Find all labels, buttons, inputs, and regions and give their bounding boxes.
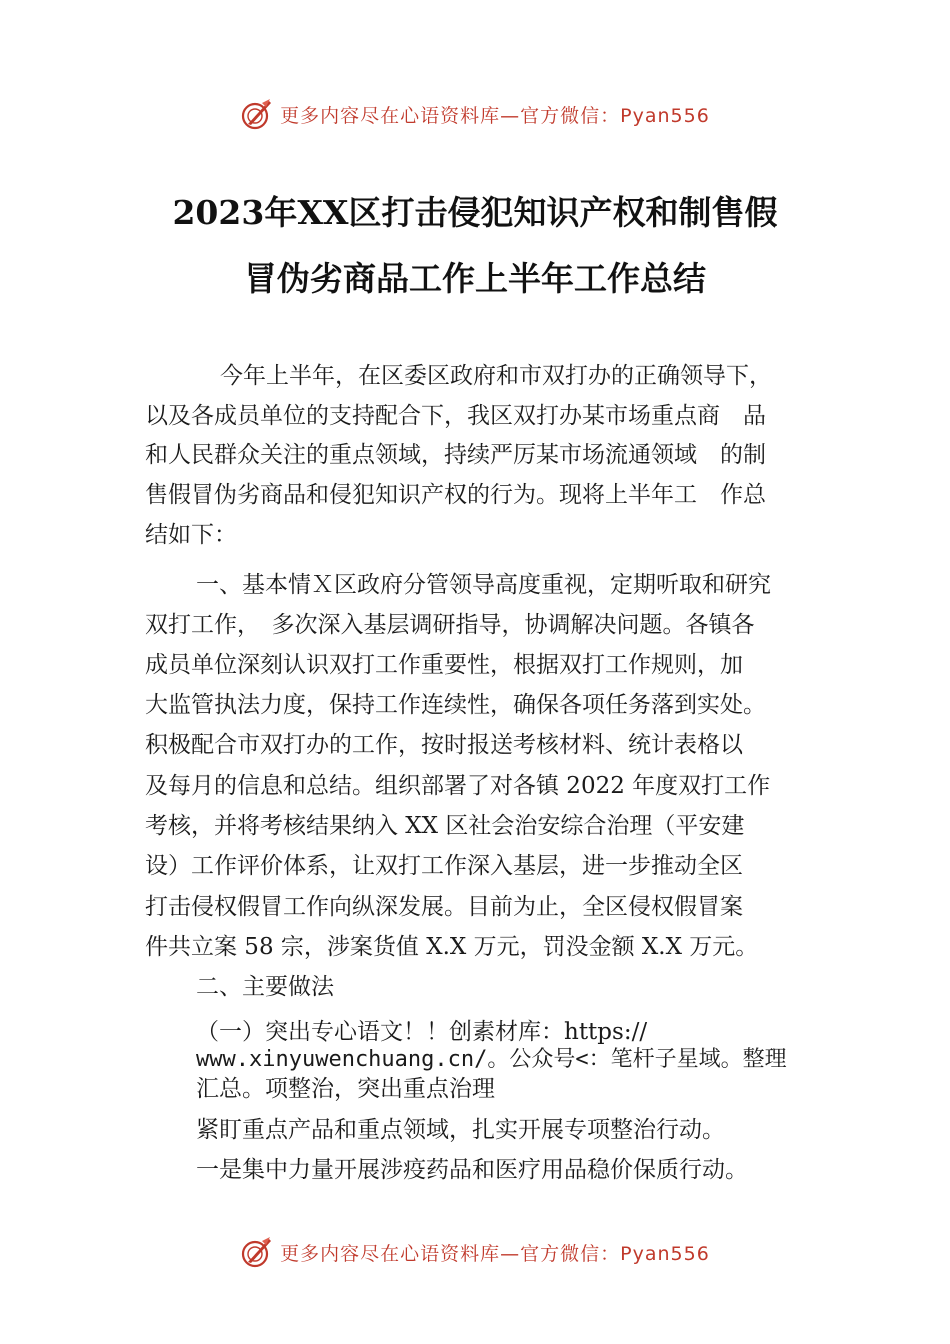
section-heading: 二、主要做法 [196,974,334,1000]
quill-seal-icon [240,97,274,131]
body-line: 件共立案 58 宗，涉案货值 X.X 万元，罚没金额 X.X 万元。 [145,934,759,960]
title-line-2: 冒伪劣商品工作上半年工作总结 [244,259,706,298]
document-title [120,180,830,312]
footer-banner [0,1232,950,1272]
body-line: 和人民群众关注的重点领域，持续严厉某市场流通领域 的制 [145,442,766,468]
body-line: 今年上半年，在区委区政府和市双打办的正确领导下， [220,363,772,389]
body-line: 双打工作， 多次深入基层调研指导，协调解决问题。各镇各 [145,612,755,638]
body-line: 一是集中力量开展涉疫药品和医疗用品稳价保质行动。 [196,1157,748,1183]
banner-text: 更多内容尽在心语资料库—官方微信：Pyan556 [280,104,710,127]
body-line: 汇总。项整治，突出重点治理 [196,1076,495,1102]
body-line: 以及各成员单位的支持配合下，我区双打办某市场重点商 品 [145,403,766,429]
body-line: 成员单位深刻认识双打工作重要性，根据双打工作规则，加 [145,652,743,678]
header-banner [0,94,950,134]
banner-text: 更多内容尽在心语资料库—官方微信：Pyan556 [280,1242,710,1265]
quill-seal-icon [240,1235,274,1269]
body-line: 结如下： [145,522,237,548]
body-line: 售假冒伪劣商品和侵犯知识产权的行为。现将上半年工 作总 [145,482,766,508]
body-line: 一、基本情Ｘ区政府分管领导高度重视，定期听取和研究 [196,572,771,598]
body-line: 积极配合市双打办的工作，按时报送考核材料、统计表格以 [145,732,743,758]
body-line: 打击侵权假冒工作向纵深发展。目前为止，全区侵权假冒案 [145,894,743,920]
body-line: 大监管执法力度，保持工作连续性，确保各项任务落到实处。 [145,692,766,718]
title-line-1: 2023年XX区打击侵犯知识产权和制售假 [172,193,778,232]
body-line: www.xinyuwenchuang.cn/。公众号<：笔杆子星域。整理 [196,1047,787,1072]
body-line: （一）突出专心语文！！创素材库：https:// [196,1019,648,1045]
body-line: 考核，并将考核结果纳入 XX 区社会治安综合治理（平安建 [145,813,745,839]
body-line: 设）工作评价体系，让双打工作深入基层，进一步推动全区 [145,853,743,879]
body-line: 及每月的信息和总结。组织部署了对各镇 2022 年度双打工作 [145,773,771,799]
body-line: 紧盯重点产品和重点领域，扎实开展专项整治行动。 [196,1117,725,1143]
